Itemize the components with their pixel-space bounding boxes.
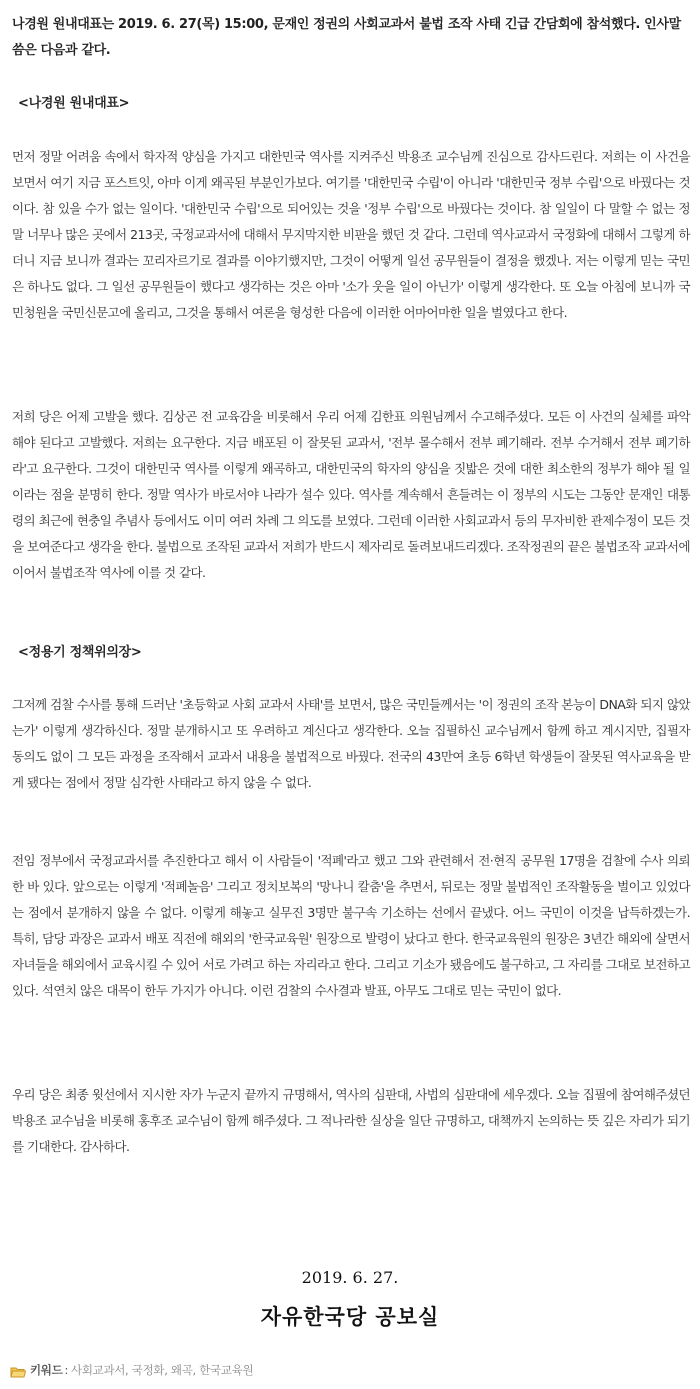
release-date: 2019. 6. 27.	[301, 1268, 399, 1287]
section-heading-floor-leader: <나경원 원내대표>	[18, 96, 130, 111]
keywords-list[interactable]: 사회교과서, 국정화, 왜곡, 한국교육원	[71, 1363, 254, 1377]
intro-text: 나경원 원내대표는 2019. 6. 27(목) 15:00, 문재인 정권의 사회교과서 불법 조작 사태 긴급 간담회에 참석했다. 인사말씀은 다음과 같다.	[12, 17, 681, 58]
keywords-bar	[10, 1360, 253, 1380]
paragraph: 그저께 검찰 수사를 통해 드러난 '초등학교 사회 교과서 사태'를 보면서, 많은 국민들께서는 '이 정권의 조작 본능이 DNA화 되지 않았는가' 이렇게 생각하신다. 정말 분개하시고 또 우려하고 계신다고 생각한다. 오늘 집필하신 교수님께서 함께 하고 계시지만, 집필자 동의도 없이 그 모든 과정을 조작해서 교과서 내용을 불법적으로 바꿨다. 전국의 43만여 초등 6학년 학생들이 잘못된 역사교육을 받게 됐다는 점에서 정말 심각한 사태라고 하지 않을 수 없다.	[12, 697, 690, 790]
paragraph: 전임 정부에서 국정교과서를 추진한다고 해서 이 사람들이 '적폐'라고 했고 그와 관련해서 전·현직 공무원 17명을 검찰에 수사 의뢰한 바 있다. 앞으로는 이렇게 '적폐놀음' 그리고 정치보복의 '망나니 칼춤'을 추면서, 뒤로는 정말 불법적인 조작활동을 벌이고 있었다는 점에서 분개하지 않을 수 없다. 이렇게 해놓고 실무진 3명만 불구속 기소하는 선에서 끝냈다. 어느 국민이 이것을 납득하겠는가. 특히, 담당 과장은 교과서 배포 직전에 해외의 '한국교육원' 원장으로 발령이 났다고 한다. 한국교육원의 원장은 3년간 해외에 살면서 자녀들을 해외에서 교육시킬 수 있어 서로 가려고 하는 자리라고 한다. 그리고 기소가 됐음에도 불구하고, 그 자리를 그대로 보전하고 있다. 석연치 않은 대목이 한두 가지가 아니다. 이런 검찰의 수사결과 발표, 아무도 그대로 믿는 국민이 없다.	[12, 853, 690, 998]
paragraph: 저희 당은 어제 고발을 했다. 김상곤 전 교육감을 비롯해서 우리 어제 김한표 의원님께서 수고해주셨다. 모든 이 사건의 실체를 파악해야 된다고 고발했다. 저희는 요구한다. 지금 배포된 이 잘못된 교과서, '전부 몰수해서 전부 폐기해라. 전부 수거해서 전부 폐기하라'고 요구한다. 그것이 대한민국 역사를 이렇게 왜곡하고, 대한민국의 학자의 양심을 짓밟은 것에 대한 최소한의 정부가 해야 될 일이라는 점을 분명히 한다. 정말 역사가 바로서야 나라가 설수 있다. 역사를 계속해서 흔들려는 이 정부의 시도는 그동안 문재인 대통령의 최근에 현충일 추념사 등에서도 이미 여러 차례 그 의도를 보였다. 그런데 이러한 사회교과서 등의 무자비한 관제수정이 모든 것을 보여준다고 생각을 한다. 불법으로 조작된 교과서 저희가 반드시 제자리로 돌려보내드리겠다. 조작정권의 끝은 불법조작 교과서에 이어서 불법조작 역사에 이를 것 같다.	[12, 409, 690, 580]
keywords-separator: :	[64, 1363, 69, 1377]
paragraph: 우리 당은 최종 윗선에서 지시한 자가 누군지 끝까지 규명해서, 역사의 심판대, 사법의 심판대에 세우겠다. 오늘 집필에 참여해주셨던 박용조 교수님을 비롯해 홍후조 교수님이 함께 해주셨다. 그 적나라한 실상을 일단 규명하고, 대책까지 논의하는 뜻 깊은 자리가 되기를 기대한다. 감사하다.	[12, 1087, 690, 1154]
section-heading-policy-chief: <정용기 정책위의장>	[18, 645, 142, 660]
keywords-label: 키워드	[30, 1363, 63, 1377]
paragraph: 먼저 정말 어려움 속에서 학자적 양심을 가지고 대한민국 역사를 지켜주신 박용조 교수님께 진심으로 감사드린다. 저희는 이 사건을 보면서 여기 지금 포스트잇, 아마 이게 왜곡된 부분인가보다. 여기를 '대한민국 수립'이 아니라 '대한민국 정부 수립'으로 바꿨다는 것이다. 참 있을 수가 없는 일이다. '대한민국 수립'으로 되어있는 것을 '정부 수립'으로 바꿨다는 것이다. 참 일일이 다 말할 수 없는 정말 너무나 많은 곳에서 213곳, 국정교과서에 대해서 무지막지한 비판을 했던 것 같다. 그런데 역사교과서 국정화에 대해서 그렇게 하더니 지금 보니까 결과는 꼬리자르기로 결과를 이야기했지만, 그것이 어떻게 일선 공무원들이 결정을 했겠나. 저는 이렇게 믿는 국민은 하나도 없다. 그 일선 공무원들이 했다고 생각하는 것은 아마 '소가 웃을 일이 아닌가' 이렇게 생각한다. 또 오늘 아침에 보니까 국민청원을 국민신문고에 올리고, 그것을 통해서 여론을 형성한 다음에 이러한 어마어마한 일을 벌였다고 한다.	[12, 149, 690, 320]
organization-name: 자유한국당 공보실	[260, 1305, 440, 1329]
folder-icon	[10, 1364, 26, 1376]
